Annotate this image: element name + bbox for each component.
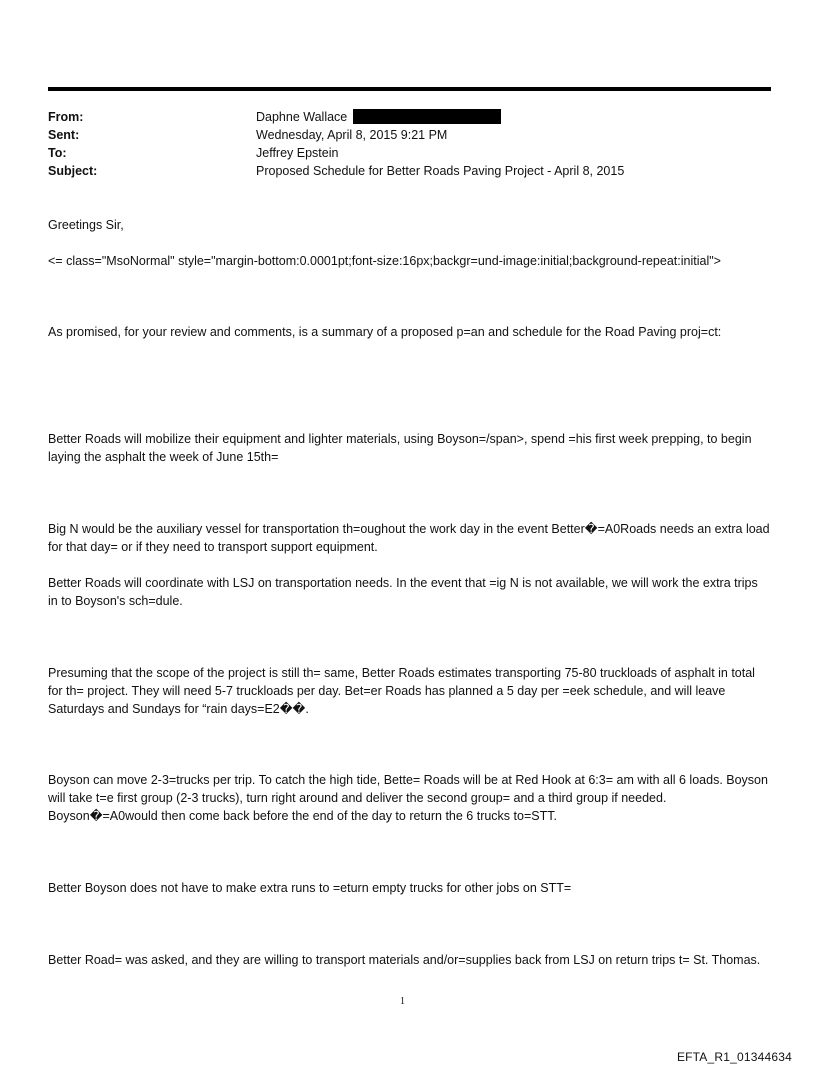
- from-label: From:: [48, 110, 84, 124]
- sender-name: Daphne Wallace: [256, 110, 348, 124]
- to-label: To:: [48, 146, 67, 160]
- bates-stamp: EFTA_R1_01344634: [676, 1050, 792, 1064]
- sent-label: Sent:: [48, 128, 80, 142]
- body-paragraph: Better Roads will mobilize their equipment and lighter materials, using Boyson=/span>, spend =his first week prepping, to begin laying the asphalt the week of June 15th=: [48, 432, 752, 464]
- body-paragraph: Better Roads will coordinate with LSJ on transportation needs. In the event that =ig N is not available, we will work the extra trips in to Boyson's sch=dule.: [48, 576, 758, 608]
- body-paragraph: Boyson can move 2-3=trucks per trip. To catch the high tide, Bette= Roads will be at Red Hook at 6:3= am with all 6 loads. Boyson will take t=e first group (2-3 trucks), turn right around and deliver the second group= and a third group if needed. Boyson�=A0would then come back before the end of the day to return the 6 trucks to=STT.: [48, 773, 768, 823]
- body-paragraph: Big N would be the auxiliary vessel for transportation th=oughout the work day in the event Better�=A0Roads needs an extra load for that day= or if they need to transport support equipment.: [48, 522, 770, 554]
- greeting: Greetings Sir,: [48, 218, 124, 232]
- page-number: 1: [400, 996, 405, 1007]
- body-paragraph: As promised, for your review and comments, is a summary of a proposed p=an and schedule for the Road Paving proj=ct:: [48, 325, 722, 339]
- subject-label: Subject:: [48, 164, 98, 178]
- to-value: Jeffrey Epstein: [256, 146, 339, 160]
- body-paragraph: Better Boyson does not have to make extra runs to =eturn empty trucks for other jobs on STT=: [48, 881, 572, 895]
- body-paragraph: <= class="MsoNormal" style="margin-bottom:0.0001pt;font-size:16px;backgr=und-image:initial;background-repeat:initial">: [48, 254, 721, 268]
- body-paragraph: Better Road= was asked, and they are willing to transport materials and/or=supplies back from LSJ on return trips t= St. Thomas.: [48, 953, 761, 967]
- from-value: [256, 108, 501, 126]
- body-paragraph: Presuming that the scope of the project is still th= same, Better Roads estimates transporting 75-80 truckloads of asphalt in total for th= project. They will need 5-7 truckloads per day. Bet=er Roads has planned a 5 day per =eek schedule, and will leave Saturdays and Sundays for “rain days=E2��.: [48, 666, 755, 716]
- redaction-block: [353, 109, 501, 124]
- subject-value: Proposed Schedule for Better Roads Paving Project - April 8, 2015: [256, 164, 625, 178]
- header-rule: [48, 87, 771, 91]
- sent-value: Wednesday, April 8, 2015 9:21 PM: [256, 128, 448, 142]
